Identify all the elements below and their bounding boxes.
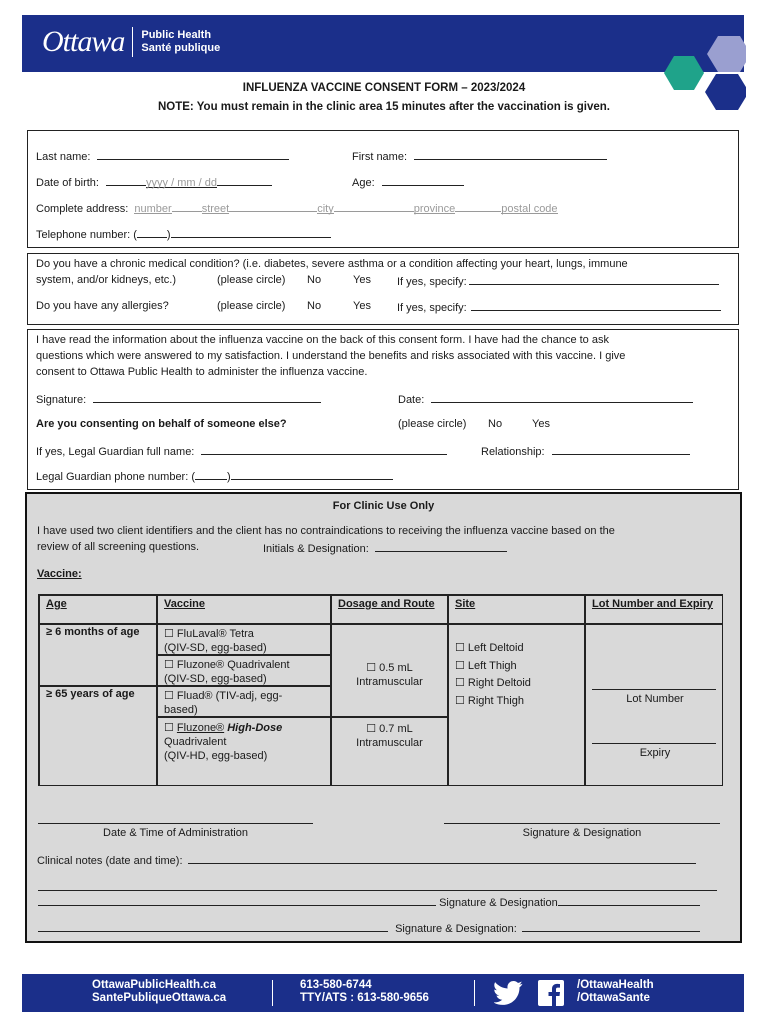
chronic-specify-field[interactable]: [469, 274, 719, 285]
consent-text-line3: consent to Ottawa Public Health to administer the influenza vaccine.: [36, 366, 368, 378]
address-city-field[interactable]: city: [317, 203, 334, 215]
notes-line-3[interactable]: [38, 921, 388, 932]
header-dosage: Dosage and Route: [338, 598, 435, 610]
vaccine-label: Vaccine:: [37, 568, 82, 580]
guardian-phone-paren: ): [227, 471, 231, 483]
address-number-field-end[interactable]: [172, 201, 202, 212]
dob-field-end[interactable]: [217, 175, 272, 186]
chronic-question-line2: system, and/or kidneys, etc.): [36, 274, 176, 286]
telephone-field[interactable]: [171, 227, 331, 238]
telephone-area-field[interactable]: [137, 227, 167, 238]
table-header-cell: [157, 595, 331, 624]
dob-field-start[interactable]: [106, 175, 146, 186]
date-time-label: Date & Time of Administration: [103, 827, 248, 839]
signature-designation-label: Signature & Designation: [522, 827, 642, 839]
lot-number-label: Lot Number: [626, 693, 684, 705]
header-age: Age: [46, 598, 67, 610]
clinic-heading: For Clinic Use Only: [332, 500, 435, 512]
chronic-please-circle: (please circle): [217, 274, 286, 286]
form-title: INFLUENZA VACCINE CONSENT FORM – 2023/2024: [242, 82, 526, 94]
relationship-label: Relationship:: [481, 446, 545, 458]
footer-social-english[interactable]: /OttawaHealth: [577, 979, 654, 991]
footer-social-french[interactable]: /OttawaSante: [577, 992, 650, 1004]
allergies-question: Do you have any allergies?: [36, 300, 169, 312]
lot-cell: [585, 624, 723, 786]
dosage-cell-standard[interactable]: [331, 624, 448, 717]
age-6-months: ≥ 6 months of age: [46, 626, 140, 638]
first-name-field[interactable]: [414, 149, 607, 160]
footer-divider: [272, 980, 273, 1006]
twitter-icon[interactable]: [494, 981, 526, 1005]
allergies-please-circle: (please circle): [217, 300, 286, 312]
signature-designation-label-2: Signature & Designation: [439, 897, 558, 909]
address-number-field[interactable]: number: [134, 203, 172, 215]
clinic-statement-line1: I have used two client identifiers and the client has no contraindications to receiving the influenza vaccine based on the: [37, 525, 615, 537]
signature-designation-field[interactable]: [444, 823, 720, 824]
notes-signature-field-2[interactable]: [558, 895, 700, 906]
signature-label: Signature:: [36, 394, 87, 406]
vaccine-brand: Fluzone®: [176, 722, 225, 734]
logo-wordmark: Ottawa: [42, 25, 125, 58]
age-field[interactable]: [382, 175, 464, 186]
consent-text-line2: questions which were answered to my satisfaction. I understand the benefits and risks associated with this vaccine. I give: [36, 350, 626, 362]
vaccine-detail: (QIV-SD, egg-based): [164, 673, 267, 685]
guardian-name-label: If yes, Legal Guardian full name:: [36, 446, 195, 458]
address-city-field-end[interactable]: [334, 201, 414, 212]
dosage-amount: ☐ 0.5 mL: [366, 662, 413, 674]
vaccine-line2: Quadrivalent: [164, 736, 227, 748]
last-name-label: Last name:: [36, 151, 91, 163]
table-header-cell: [585, 595, 723, 624]
vaccine-detail: based): [164, 704, 198, 716]
footer-phone[interactable]: 613-580-6744: [300, 979, 372, 991]
site-cell: [448, 624, 585, 786]
dob-field[interactable]: yyyy / mm / dd: [146, 177, 217, 189]
personal-info-section: [27, 130, 739, 248]
facebook-icon[interactable]: [538, 980, 564, 1006]
header-lot: Lot Number and Expiry: [592, 598, 714, 610]
form-note: NOTE: You must remain in the clinic area 15 minutes after the vaccination is given.: [157, 101, 611, 113]
clinic-use-section: [25, 492, 742, 943]
dob-label: Date of birth:: [36, 177, 99, 189]
medical-section: [27, 253, 739, 325]
clinical-notes-line[interactable]: [38, 890, 717, 891]
header-site: Site: [455, 598, 476, 610]
notes-line-2[interactable]: [38, 895, 436, 906]
initials-label: Initials & Designation:: [263, 543, 369, 555]
guardian-phone-field[interactable]: [231, 469, 393, 480]
header-vaccine: Vaccine: [164, 598, 205, 610]
consent-section: [27, 329, 739, 490]
footer-divider: [474, 980, 475, 1006]
signature-field[interactable]: [93, 392, 321, 403]
address-province-field[interactable]: province: [413, 203, 456, 215]
allergies-no-option[interactable]: No: [307, 300, 322, 312]
vaccine-option-fluzone-high-dose[interactable]: [157, 717, 331, 786]
vaccine-name: ☐ Fluzone® Quadrivalent: [164, 659, 290, 671]
address-street-field-end[interactable]: [229, 201, 317, 212]
first-name-label: First name:: [352, 151, 408, 163]
hexagon-decoration-icon: [656, 30, 746, 110]
table-header-cell: [39, 595, 157, 624]
behalf-please-circle: (please circle): [398, 418, 467, 430]
footer-tty[interactable]: TTY/ATS : 613-580-9656: [300, 992, 429, 1004]
telephone-label: Telephone number: (: [36, 229, 137, 241]
allergies-yes-option[interactable]: Yes: [353, 300, 371, 312]
chronic-specify-label: If yes, specify:: [397, 276, 467, 288]
consent-text-line1: I have read the information about the influenza vaccine on the back of this consent form. I have had the chance to ask: [36, 334, 609, 346]
behalf-no-option[interactable]: No: [488, 418, 503, 430]
vaccine-detail: (QIV-SD, egg-based): [164, 642, 267, 654]
site-left-thigh[interactable]: ☐ Left Thigh: [455, 659, 517, 672]
chronic-yes-option[interactable]: Yes: [353, 274, 371, 286]
logo-divider: [132, 27, 133, 57]
vaccine-name: ☐ FluLaval® Tetra: [164, 628, 254, 640]
initials-field[interactable]: [375, 541, 507, 552]
date-time-field[interactable]: [38, 823, 313, 824]
ottawa-public-health-logo: [42, 25, 220, 59]
logo-line-english: Public Health: [141, 29, 212, 41]
chronic-no-option[interactable]: No: [307, 274, 322, 286]
footer-banner: [22, 974, 744, 1012]
guardian-phone-area-field[interactable]: [195, 469, 227, 480]
dosage-route: Intramuscular: [356, 676, 423, 688]
vaccine-option-fluzone[interactable]: [157, 655, 331, 686]
logo-line-french: Santé publique: [141, 42, 221, 54]
guardian-phone-label: Legal Guardian phone number: (: [36, 471, 195, 483]
vaccine-high-dose: High-Dose: [224, 722, 283, 734]
behalf-question: Are you consenting on behalf of someone else?: [36, 418, 287, 430]
dosage-cell-high-dose[interactable]: [331, 717, 448, 786]
site-right-deltoid[interactable]: ☐ Right Deltoid: [455, 677, 531, 689]
notes-signature-field-3[interactable]: [522, 921, 700, 932]
site-left-deltoid[interactable]: ☐ Left Deltoid: [455, 642, 524, 654]
vaccine-name: ☐ Fluad® (TIV-adj, egg-: [164, 690, 283, 702]
address-province-field-end[interactable]: [455, 201, 501, 212]
age-cell: [39, 686, 157, 786]
lot-number-field[interactable]: [592, 689, 716, 690]
expiry-field[interactable]: [592, 743, 716, 744]
footer-website-french[interactable]: SantePubliqueOttawa.ca: [92, 992, 227, 1004]
age-label: Age:: [352, 177, 375, 189]
vaccine-option-fluad[interactable]: [157, 686, 331, 717]
behalf-yes-option[interactable]: Yes: [532, 418, 550, 430]
last-name-field[interactable]: [97, 149, 289, 160]
dosage-route: Intramuscular: [356, 737, 423, 749]
guardian-name-field[interactable]: [201, 444, 447, 455]
chronic-question-line1: Do you have a chronic medical condition? (i.e. diabetes, severe asthma or a condition affecting your heart, lungs, immune: [36, 258, 628, 270]
address-street-field[interactable]: street: [201, 203, 230, 215]
date-field[interactable]: [431, 392, 693, 403]
allergies-specify-field[interactable]: [471, 300, 721, 311]
expiry-label: Expiry: [639, 747, 671, 759]
clinical-notes-label: Clinical notes (date and time):: [37, 855, 183, 867]
table-header-cell: [331, 595, 448, 624]
site-right-thigh[interactable]: ☐ Right Thigh: [455, 694, 524, 707]
relationship-field[interactable]: [552, 444, 690, 455]
vaccine-table: [38, 594, 723, 786]
age-cell: [39, 624, 157, 686]
clinical-notes-field[interactable]: [188, 853, 696, 864]
table-header-cell: [448, 595, 585, 624]
allergies-specify-label: If yes, specify:: [397, 302, 467, 314]
footer-website-english[interactable]: OttawaPublicHealth.ca: [92, 979, 216, 991]
vaccine-line3: (QIV-HD, egg-based): [164, 750, 268, 762]
address-label: Complete address:: [36, 203, 129, 215]
date-label: Date:: [398, 394, 425, 406]
signature-designation-label-3: Signature & Designation:: [395, 923, 517, 935]
telephone-paren: ): [166, 229, 171, 241]
address-postal-field[interactable]: postal code: [501, 203, 558, 215]
checkbox-glyph: ☐: [164, 722, 177, 734]
vaccine-option-flulaval[interactable]: [157, 624, 331, 655]
dosage-amount: ☐ 0.7 mL: [366, 723, 413, 735]
header-banner: [22, 15, 744, 72]
age-65-years: ≥ 65 years of age: [46, 688, 135, 700]
hexagon-lavender: [707, 36, 746, 72]
clinic-statement-line2: review of all screening questions.: [37, 541, 200, 553]
